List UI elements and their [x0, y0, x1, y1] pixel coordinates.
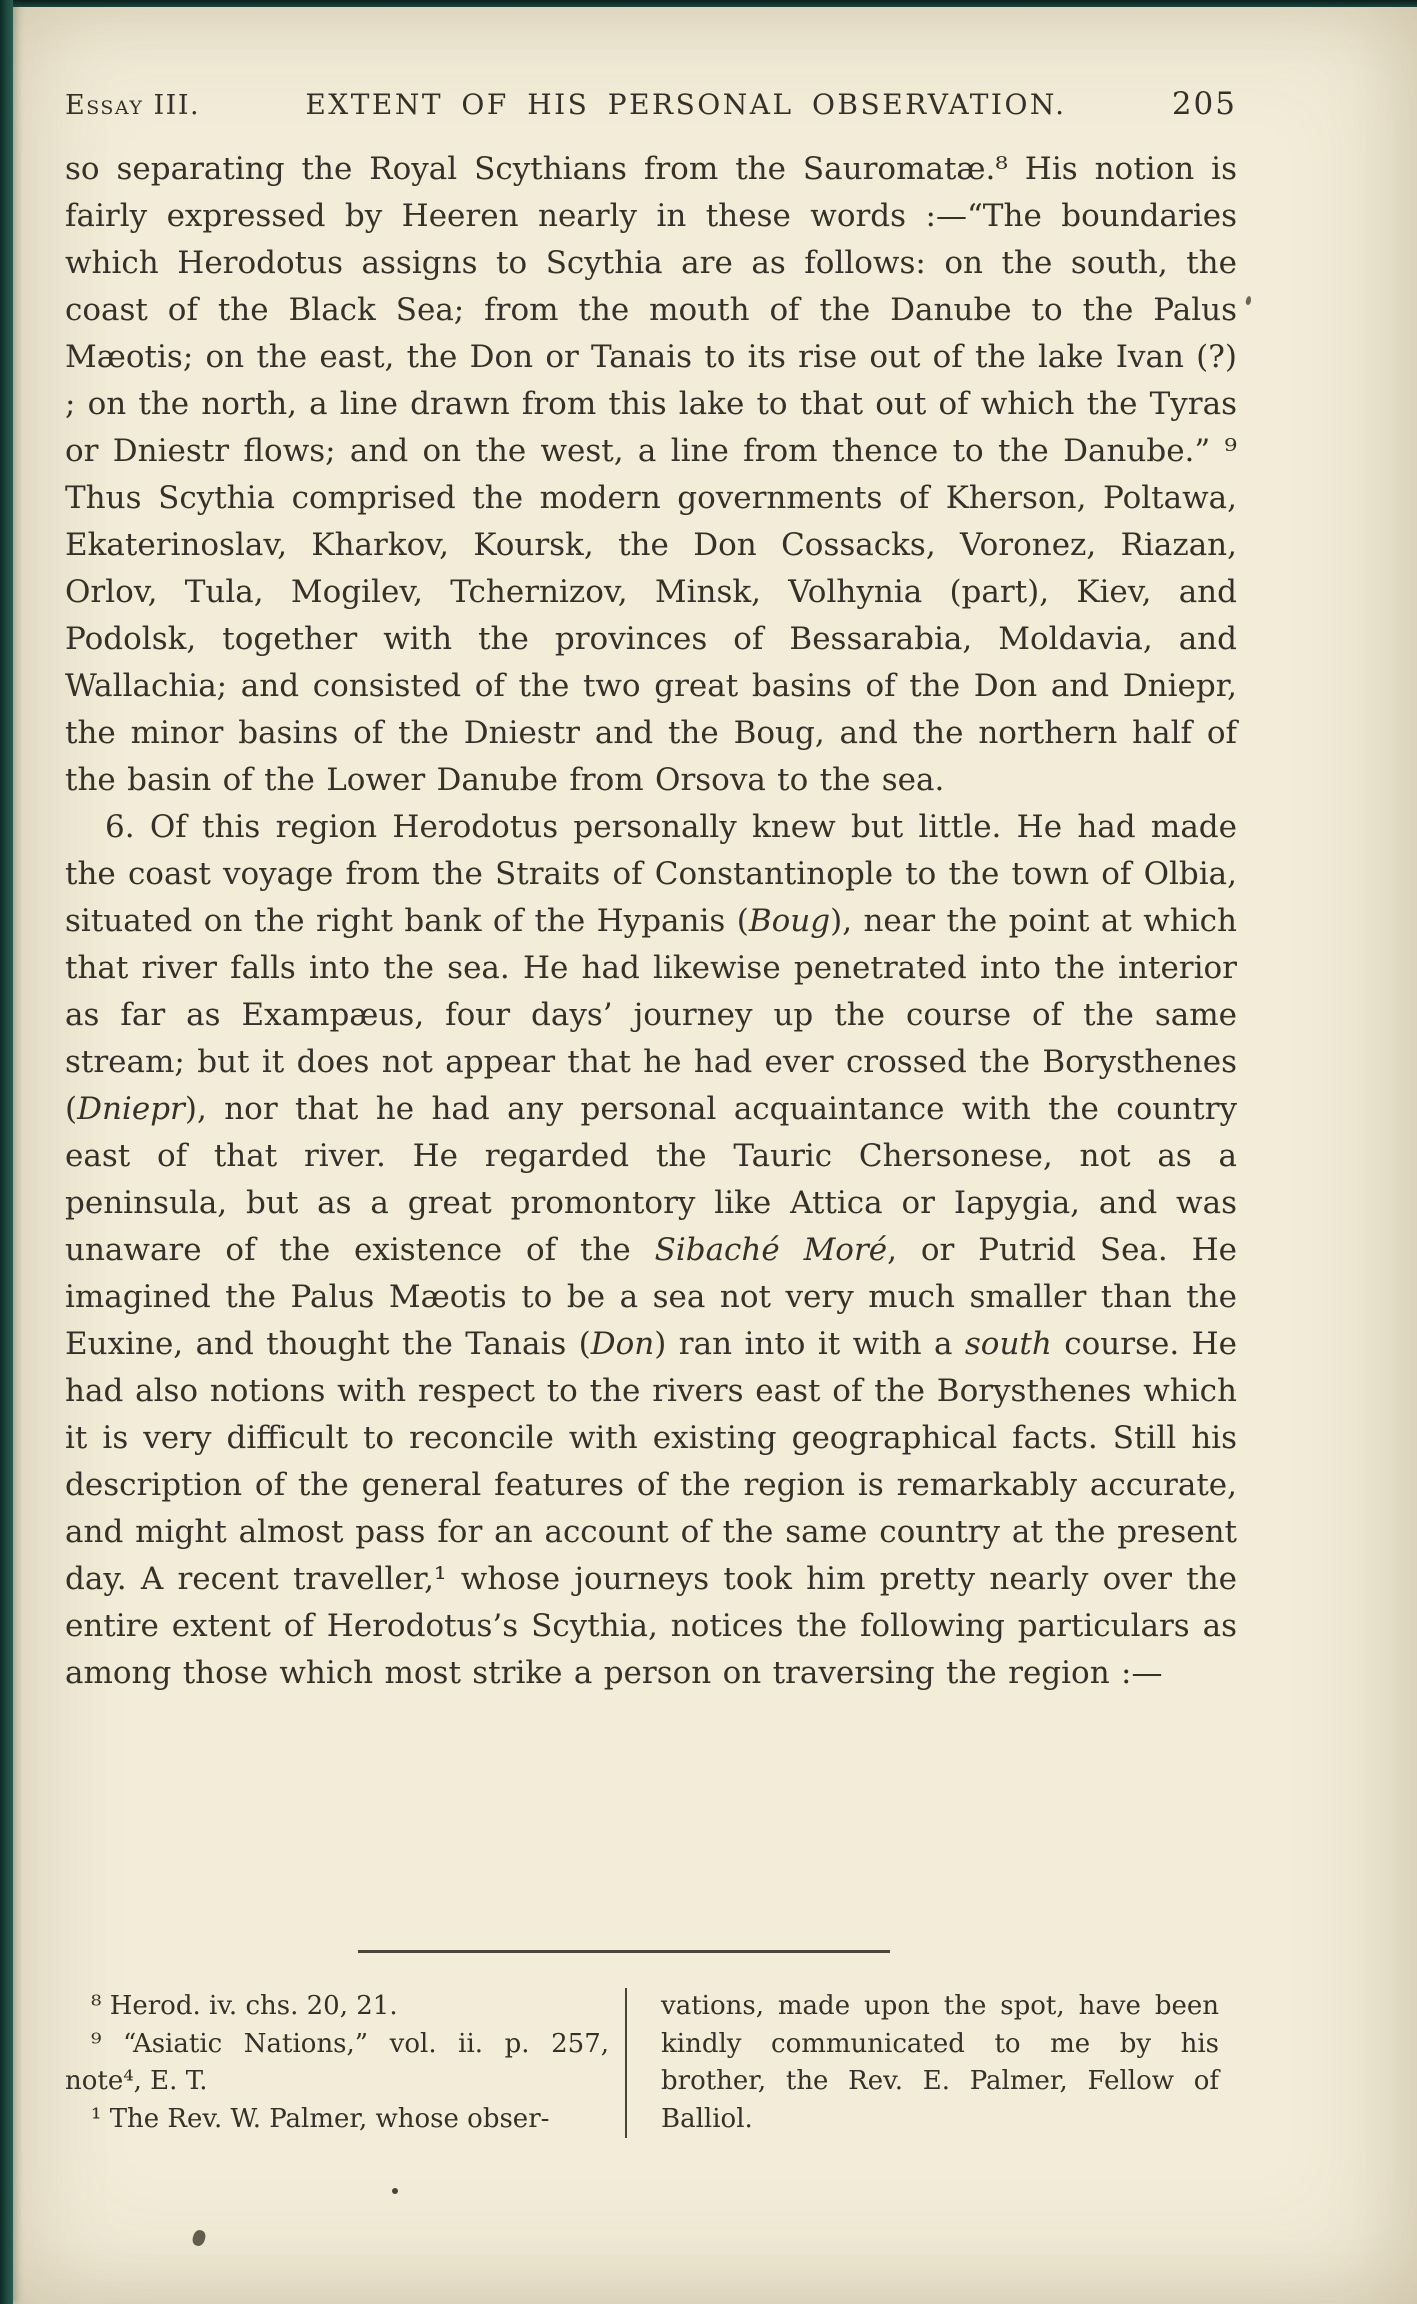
scan-speck	[1245, 296, 1252, 306]
italic-term: Dniepr	[77, 1091, 185, 1127]
italic-term: south	[964, 1326, 1052, 1362]
body-paragraph-section-6	[65, 804, 1237, 1697]
italic-term: Sibaché Moré	[654, 1232, 888, 1268]
scan-edge-top	[0, 0, 1417, 7]
text-run: ), nor that he had any personal acquaintance with the country east of that river. He regarded the Tauric Chersonese, not as a peninsula, but as a great promontory like Attica or Iapygia, and was unaware of the existence of the	[65, 1091, 1237, 1268]
text-run: ) ran into it with a	[654, 1326, 965, 1362]
text-run: course. He had also notions with respect to the rivers east of the Borysthenes which it is very difficult to reconcile with existing geographical facts. Still his description of the general features of the region is remarkably accurate, and might almost pass for an account of the same country at the present day. A recent traveller,¹ whose journeys took him pretty nearly over the entire extent of Herodotus’s Scythia, notices the following particulars as among those which most strike a person on traversing the region :—	[65, 1326, 1237, 1691]
text-run: so separating the Royal Scythians from the Sauromatæ.⁸ His notion is fairly expressed by Heeren nearly in these words :—“The boundaries which Herodotus assigns to Scythia are as follows: on the south, the coast of the Black Sea; from the mouth of the Danube to the Palus Mæotis; on the east, the Don or Tanais to its rise out of the lake Ivan (?) ; on the north, a line drawn from this lake to that out of which the Tyras or Dniestr flows; and on the west, a line from thence to the Danube.” ⁹ Thus Scythia comprised the modern governments of Kherson, Poltawa, Ekaterinoslav, Kharkov, Koursk, the Don Cossacks, Voronez, Riazan, Orlov, Tula, Mogilev, Tchernizov, Minsk, Volhynia (part), Kiev, and Podolsk, together with the provinces of Bessarabia, Moldavia, and Wallachia; and consisted of the two great basins of the Don and Dniepr, the minor basins of the Dniestr and the Boug, and the northern half of the basin of the Lower Danube from Orsova to the sea.	[65, 151, 1237, 798]
footnote-8: ⁸ Herod. iv. chs. 20, 21.	[91, 1991, 398, 2021]
footnote-9: ⁹ “Asiatic Nations,” vol. ii. p. 257, note⁴, E. T.	[65, 2028, 609, 2096]
footnotes	[65, 1988, 1237, 2138]
book-binding-edge	[0, 0, 13, 2304]
footnote-column-right	[627, 1988, 1237, 2138]
footnote-separator-rule	[358, 1950, 890, 1953]
running-title-essay: Essay III.	[65, 90, 201, 121]
text-run: 6. Of this region Herodotus personally knew but little. He had made the coast voyage from the Straits of Constantinople to the town of Olbia, situated on the right bank of the Hypanis (	[65, 809, 1237, 939]
footnote-column-left	[65, 1988, 625, 2138]
scan-speck	[392, 2188, 398, 2194]
body-paragraph-continuation	[65, 146, 1237, 804]
page-header	[65, 86, 1237, 122]
italic-term: Boug	[748, 903, 831, 939]
footnote-1-continued: vations, made upon the spot, have been kindly communicated to me by his brother, the Rev. E. Palmer, Fellow of Balliol.	[661, 1991, 1219, 2134]
scan-smudge	[191, 2229, 207, 2248]
body-text	[65, 146, 1237, 1697]
footnote-1: ¹ The Rev. W. Palmer, whose obser-	[91, 2103, 550, 2134]
text-run: ), near the point at which that river falls into the sea. He had likewise penetrated into the interior as far as Exampæus, four days’ journey up the course of the same stream; but it does not appear that he had ever crossed the Borysthenes (	[65, 903, 1238, 1127]
text-run: , or Putrid Sea. He imagined the Palus Mæotis to be a sea not very much smaller than the Euxine, and thought the Tanais (	[65, 1232, 1237, 1362]
page-number: 205	[1171, 86, 1237, 122]
italic-term: Don	[590, 1326, 655, 1362]
running-title-chapter: EXTENT OF HIS PERSONAL OBSERVATION.	[305, 88, 1067, 121]
